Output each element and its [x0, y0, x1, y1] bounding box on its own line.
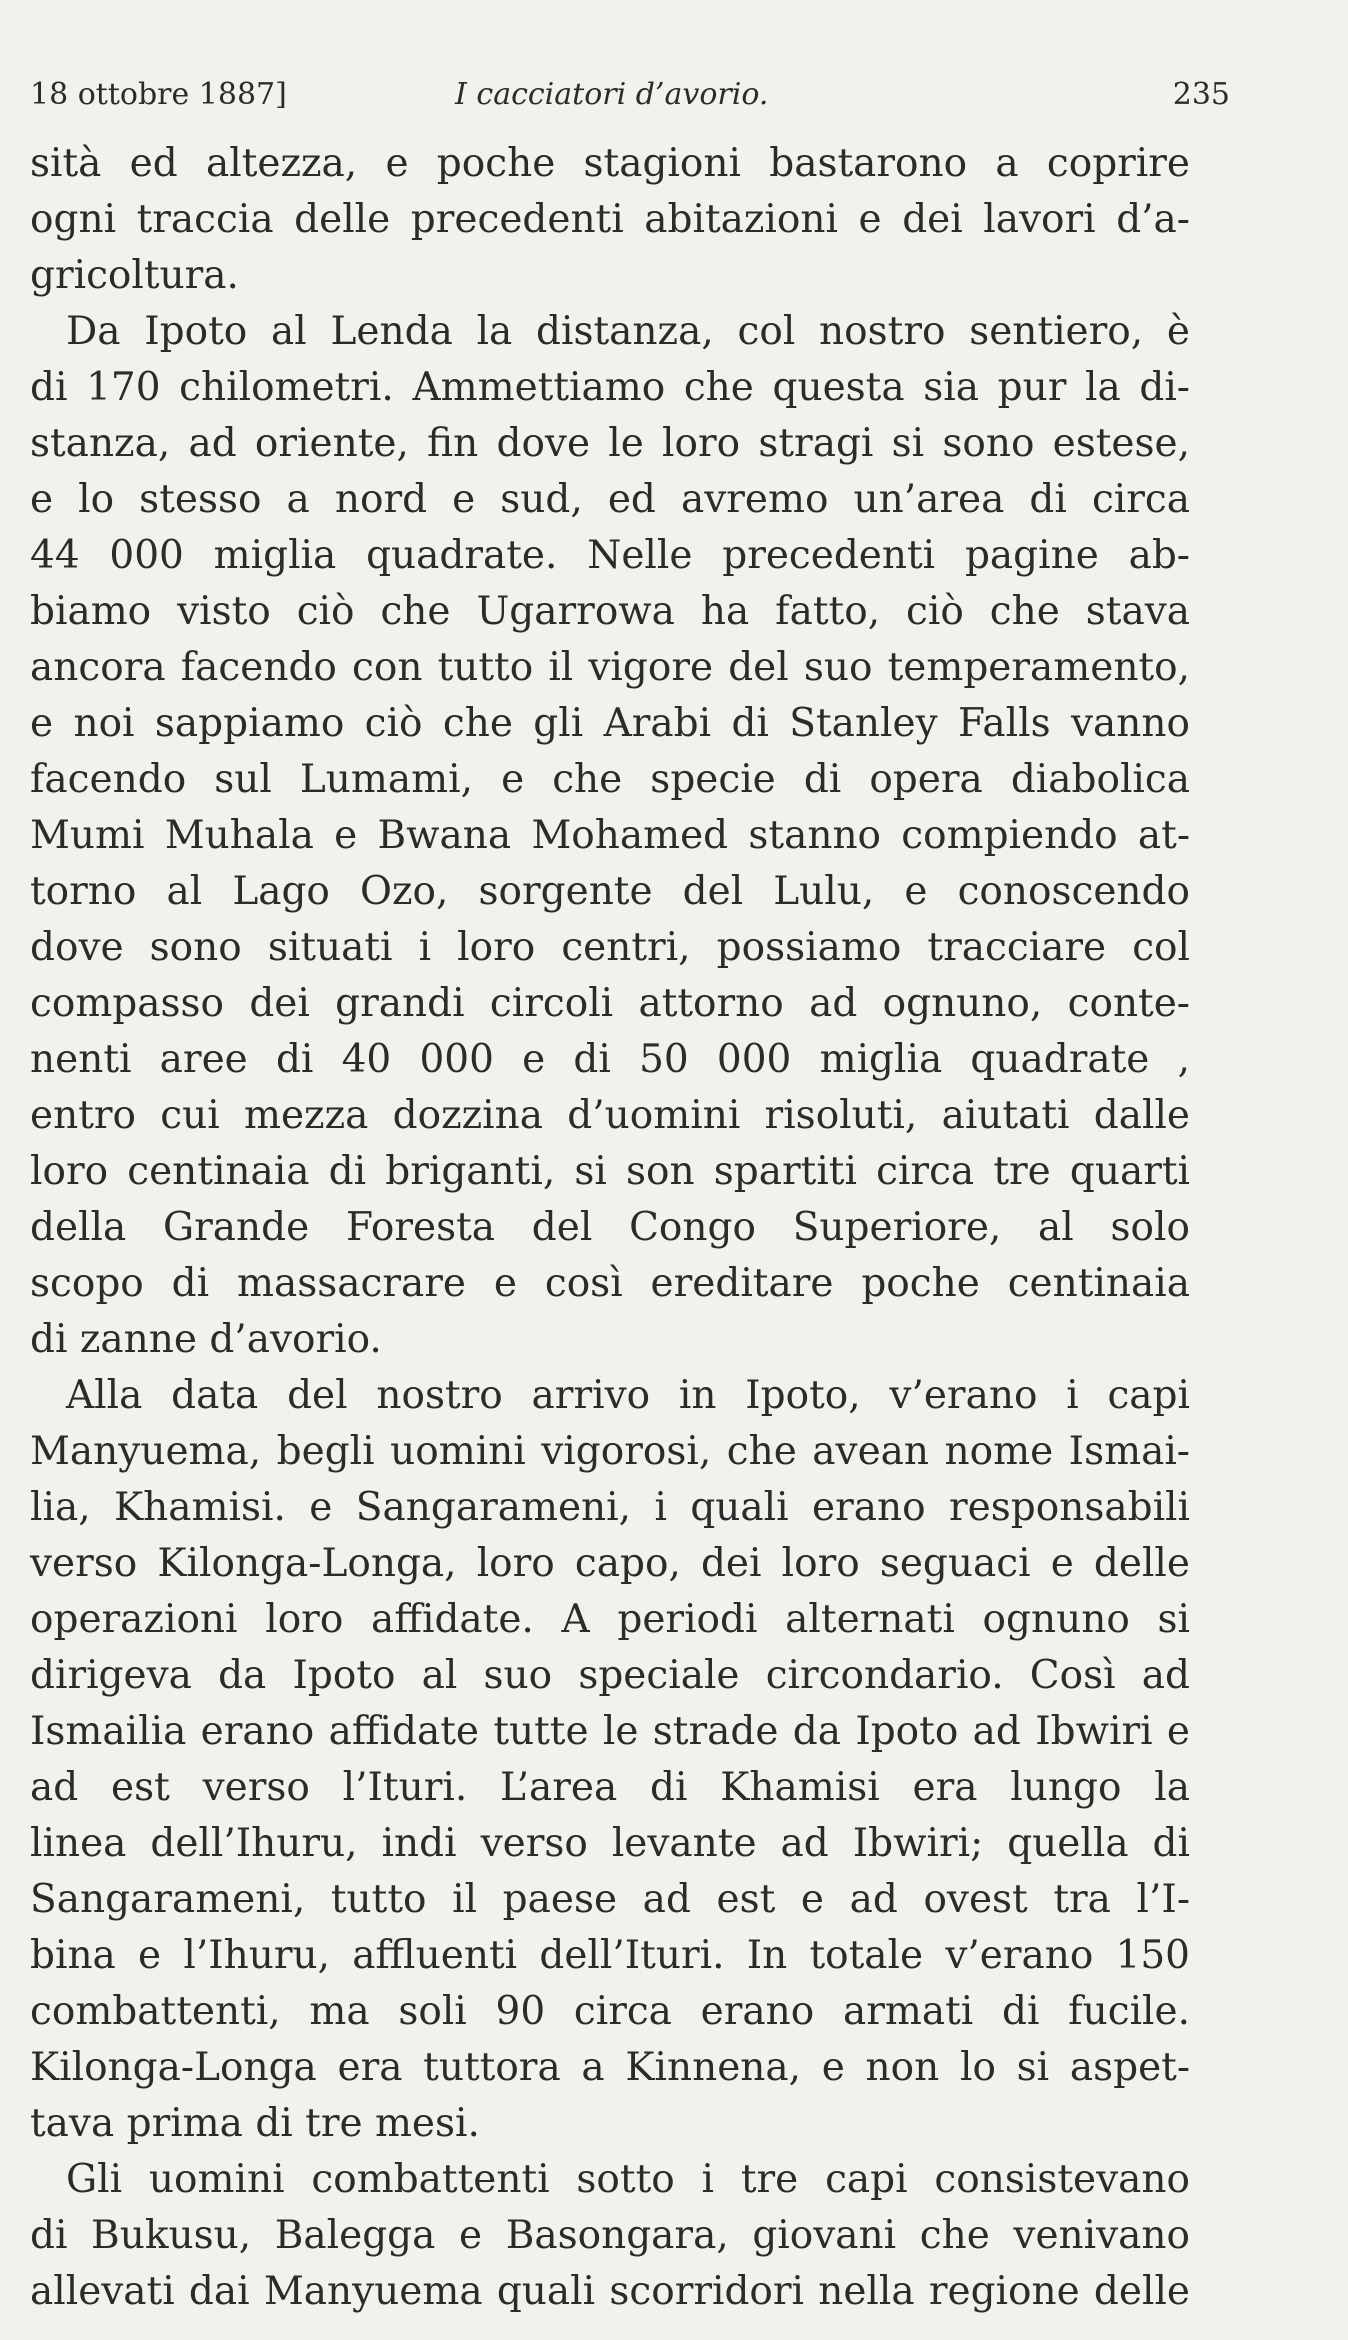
text-line: allevati dai Manyuema quali scorridori nella regione delle [30, 2269, 1190, 2314]
text-line: ogni traccia delle precedenti abitazioni e dei lavori d’a- [30, 197, 1190, 242]
header-date: 18 ottobre 1887] [30, 77, 287, 112]
text-line: stanza, ad oriente, fin dove le loro stragi si sono estese, [30, 421, 1190, 466]
text-line: verso Kilonga-Longa, loro capo, dei loro seguaci e delle [30, 1541, 1190, 1586]
text-line: Sangarameni, tutto il paese ad est e ad ovest tra l’I- [30, 1877, 1190, 1922]
text-line: dove sono situati i loro centri, possiamo tracciare col [30, 925, 1190, 970]
page-number: 235 [1172, 77, 1230, 112]
text-line: di zanne d’avorio. [30, 1317, 382, 1362]
text-line: operazioni loro affidate. A periodi alternati ognuno si [30, 1597, 1190, 1642]
text-line: nenti aree di 40 000 e di 50 000 miglia quadrate , [30, 1037, 1190, 1082]
text-line: entro cui mezza dozzina d’uomini risoluti, aiutati dalle [30, 1093, 1190, 1138]
text-line: facendo sul Lumami, e che specie di opera diabolica [30, 757, 1190, 802]
running-header [30, 70, 1230, 120]
text-line: gricoltura. [30, 253, 239, 298]
text-line: Alla data del nostro arrivo in Ipoto, v’erano i capi [66, 1373, 1190, 1418]
text-line: ad est verso l’Ituri. L’area di Khamisi era lungo la [30, 1765, 1190, 1810]
text-line: e noi sappiamo ciò che gli Arabi di Stanley Falls vanno [30, 701, 1190, 746]
text-line: della Grande Foresta del Congo Superiore, al solo [30, 1205, 1190, 1250]
text-line: e lo stesso a nord e sud, ed avremo un’area di circa [30, 477, 1190, 522]
header-chapter-title: I cacciatori d’avorio. [455, 77, 769, 112]
text-line: 44 000 miglia quadrate. Nelle precedenti pagine ab- [30, 533, 1190, 578]
text-line: tava prima di tre mesi. [30, 2101, 480, 2146]
text-line: biamo visto ciò che Ugarrowa ha fatto, ciò che stava [30, 589, 1190, 634]
text-line: di Bukusu, Balegga e Basongara, giovani che venivano [30, 2213, 1190, 2258]
text-line: bina e l’Ihuru, affluenti dell’Ituri. In totale v’erano 150 [30, 1933, 1190, 1978]
text-line: compasso dei grandi circoli attorno ad ognuno, conte- [30, 981, 1190, 1026]
text-line: Da Ipoto al Lenda la distanza, col nostro sentiero, è [66, 309, 1190, 354]
text-line: Ismailia erano affidate tutte le strade da Ipoto ad Ibwiri e [30, 1709, 1190, 1754]
text-line: lia, Khamisi. e Sangarameni, i quali erano responsabili [30, 1485, 1190, 1530]
text-line: loro centinaia di briganti, si son spartiti circa tre quarti [30, 1149, 1190, 1194]
text-line: linea dell’Ihuru, indi verso levante ad Ibwiri; quella di [30, 1821, 1190, 1866]
text-line: dirigeva da Ipoto al suo speciale circondario. Così ad [30, 1653, 1190, 1698]
text-line: Manyuema, begli uomini vigorosi, che avean nome Ismai- [30, 1429, 1190, 1474]
text-line: scopo di massacrare e così ereditare poche centinaia [30, 1261, 1190, 1306]
text-line: sità ed altezza, e poche stagioni bastarono a coprire [30, 141, 1190, 186]
text-line: ancora facendo con tutto il vigore del suo temperamento, [30, 645, 1190, 690]
text-line: combattenti, ma soli 90 circa erano armati di fucile. [30, 1989, 1190, 2034]
text-line: di 170 chilometri. Ammettiamo che questa sia pur la di- [30, 365, 1190, 410]
text-line: torno al Lago Ozo, sorgente del Lulu, e conoscendo [30, 869, 1190, 914]
text-line: Kilonga-Longa era tuttora a Kinnena, e non lo si aspet- [30, 2045, 1190, 2090]
text-line: Gli uomini combattenti sotto i tre capi consistevano [66, 2157, 1190, 2202]
text-line: Mumi Muhala e Bwana Mohamed stanno compiendo at- [30, 813, 1190, 858]
